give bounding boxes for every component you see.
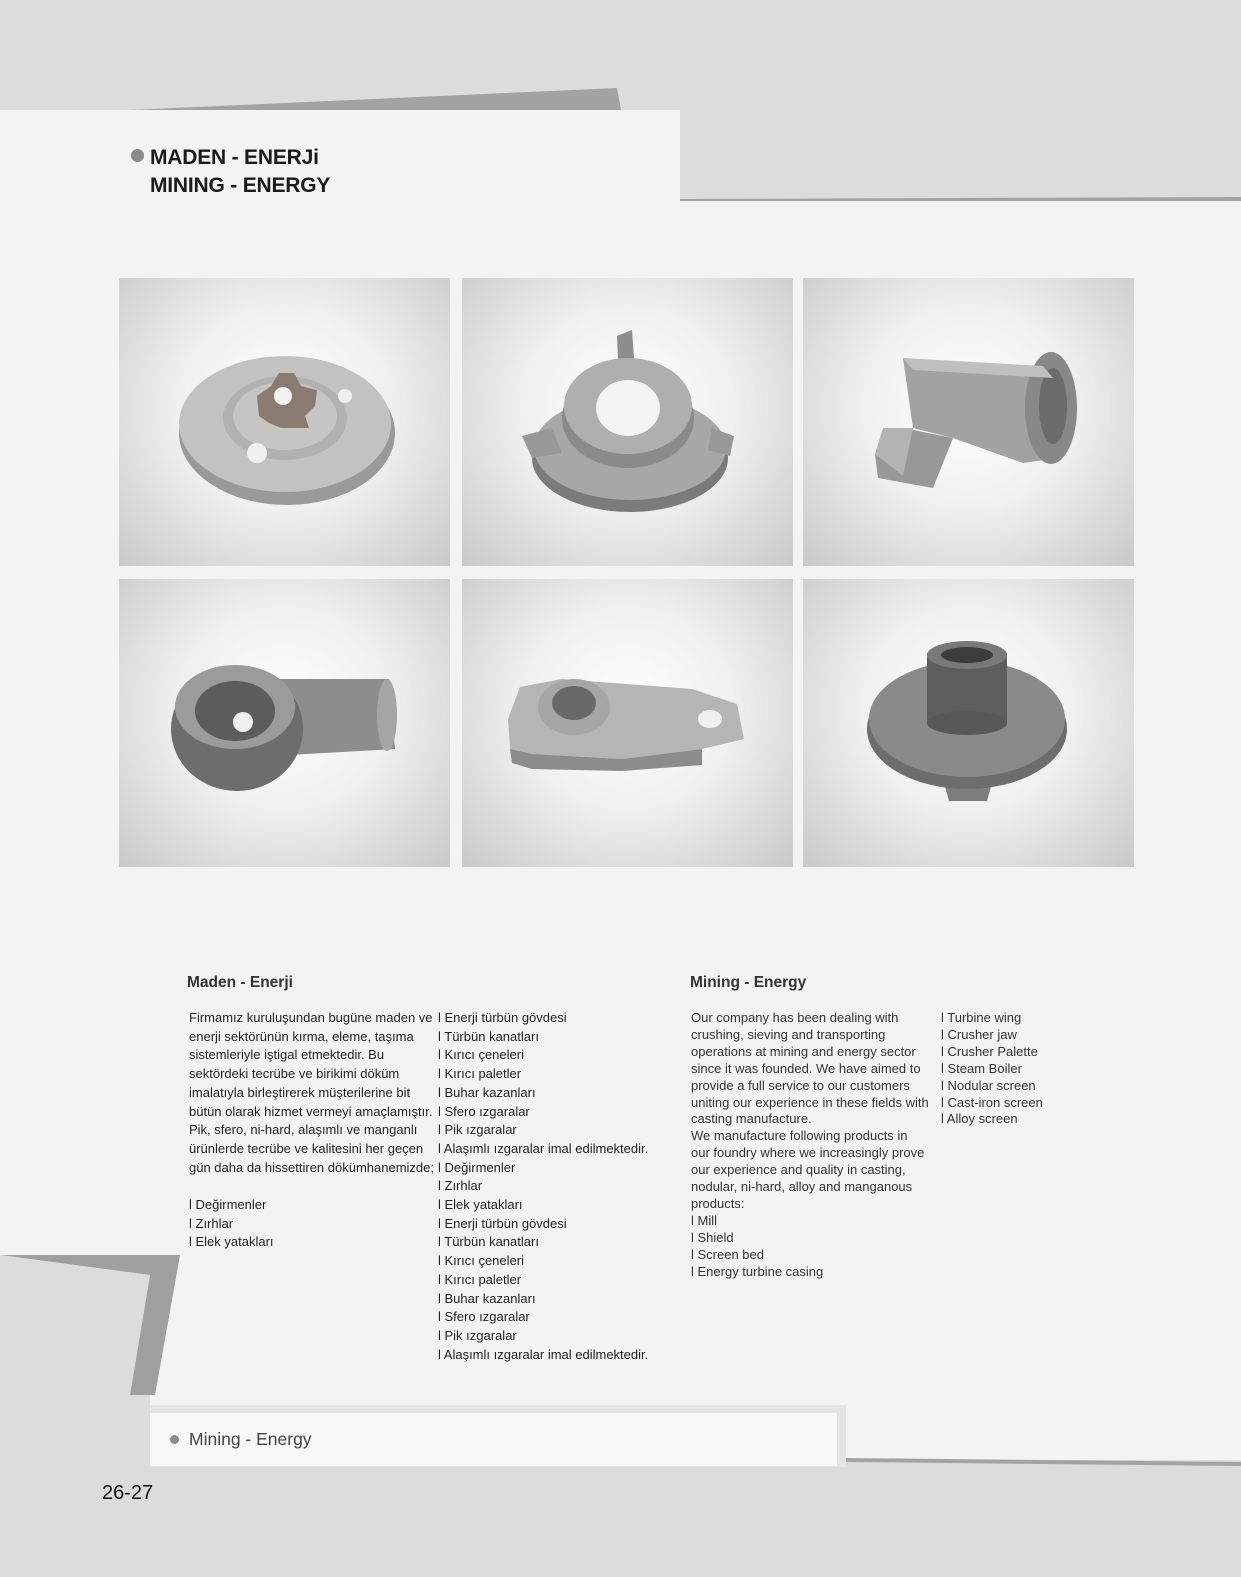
title-en: MINING - ENERGY [150, 174, 331, 197]
list-item: l Kırıcı çeneleri [438, 1047, 524, 1063]
list-item: l Sfero ızgaralar [438, 1309, 530, 1325]
list-item: l Kırıcı paletler [438, 1271, 522, 1287]
list-item: l Değirmenler [189, 1197, 267, 1213]
list-item: l Elek yatakları [189, 1234, 274, 1250]
tr-paragraph-line: gün daha da hissettiren dökümhanemizde; [189, 1159, 434, 1175]
page-number: 26-27 [102, 1482, 154, 1504]
list-item: l Türbün kanatları [438, 1028, 539, 1044]
photo-eye [119, 579, 450, 867]
lever-casting-icon [462, 579, 793, 867]
section-header [131, 144, 331, 200]
list-item: l Cast-iron screen [941, 1094, 1043, 1110]
tr-paragraph-column [189, 1009, 434, 1252]
photo-flange [119, 278, 450, 566]
list-item: l Kırıcı çeneleri [438, 1253, 524, 1269]
en-paragraph-line: Our company has been dealing with [691, 1010, 899, 1025]
bullet-icon [131, 149, 144, 162]
list-item: l Sfero ızgaralar [438, 1103, 530, 1119]
tr-paragraph-line: sistemleriyle iştigal etmektedir. Bu [189, 1047, 385, 1063]
list-item: l Türbün kanatları [438, 1234, 539, 1250]
list-item: l Değirmenler [438, 1159, 516, 1175]
list-item: l Buhar kazanları [438, 1290, 536, 1306]
section-title-tr: Maden - Enerji [187, 974, 293, 991]
en-list-column [941, 1010, 1043, 1128]
en-paragraph-line: crushing, sieving and transporting [691, 1026, 886, 1042]
en-paragraph-line: since it was founded. We have aimed to [691, 1060, 921, 1076]
en-paragraph-line: We manufacture following products in [691, 1128, 908, 1144]
flange-casting-icon [119, 278, 450, 566]
list-item: l Steam Boiler [941, 1060, 1022, 1076]
list-item: l Crusher jaw [941, 1026, 1017, 1042]
list-item: l Alaşımlı ızgaralar imal edilmektedir. [438, 1140, 649, 1156]
hub-casting-icon [803, 579, 1134, 867]
tr-paragraph-line: ürünlerde tecrübe ve kalitesini her geçen [189, 1140, 424, 1156]
elbow-casting-icon [803, 278, 1134, 566]
tr-paragraph-line: Pik, sfero, ni-hard, alaşımlı ve manganlı [189, 1122, 418, 1138]
list-item: l Kırıcı paletler [438, 1066, 522, 1082]
title-tr: MADEN - ENERJi [150, 146, 319, 169]
en-paragraph-line: products: [691, 1195, 745, 1211]
photo-ring [462, 278, 793, 566]
list-item: l Screen bed [691, 1246, 764, 1262]
eye-casting-icon [119, 579, 450, 867]
photo-hub [803, 579, 1134, 867]
bullet-icon [170, 1435, 179, 1444]
tr-paragraph-line: bütün olarak hizmet vermeyi amaçlamıştır. [189, 1103, 433, 1119]
en-paragraph-line: operations at mining and energy sector [691, 1043, 916, 1059]
en-paragraph-line: our experience and quality in casting, [691, 1162, 906, 1178]
list-item: l Alloy screen [941, 1111, 1018, 1127]
tr-list-column [438, 1009, 648, 1364]
photo-elbow [803, 278, 1134, 566]
tr-paragraph-line: enerji sektörünün kırma, eleme, taşıma [189, 1028, 414, 1044]
tr-paragraph-line: imalatıyla birleştirerek müşterilerine bit [189, 1084, 411, 1100]
en-paragraph-line: nodular, ni-hard, alloy and manganous [691, 1179, 913, 1195]
footer-label: Mining - Energy [189, 1429, 312, 1449]
photo-lever [462, 579, 793, 867]
list-item: l Pik ızgaralar [438, 1122, 517, 1138]
en-paragraph-line: provide a full service to our customers [691, 1077, 910, 1093]
list-item: l Crusher Palette [941, 1043, 1038, 1059]
list-item: l Zırhlar [189, 1215, 234, 1231]
list-item: l Zırhlar [438, 1178, 483, 1194]
list-item: l Enerji türbün gövdesi [438, 1010, 567, 1025]
list-item: l Mill [691, 1212, 717, 1228]
list-item: l Enerji türbün gövdesi [438, 1215, 567, 1231]
tr-paragraph-line: Firmamız kuruluşundan bugüne maden ve [189, 1010, 433, 1025]
en-paragraph-line: our foundry where we increasingly prove [691, 1145, 925, 1161]
list-item: l Alaşımlı ızgaralar imal edilmektedir. [438, 1346, 649, 1362]
list-item: l Nodular screen [941, 1077, 1036, 1093]
list-item: l Energy turbine casing [691, 1263, 824, 1279]
en-paragraph-line: casting manufacture. [691, 1111, 812, 1127]
en-paragraph-column [691, 1010, 929, 1281]
list-item: l Pik ızgaralar [438, 1327, 517, 1343]
product-photo-grid [119, 278, 1138, 870]
list-item: l Elek yatakları [438, 1197, 523, 1213]
tr-paragraph-line: sektördeki tecrübe ve birikimi döküm [189, 1066, 400, 1082]
list-item: l Buhar kazanları [438, 1084, 536, 1100]
en-paragraph-line: uniting our experience in these fields with [691, 1094, 929, 1110]
ring-casting-icon [462, 278, 793, 566]
list-item: l Shield [691, 1229, 734, 1245]
section-title-en: Mining - Energy [690, 974, 807, 991]
list-item: l Turbine wing [941, 1010, 1022, 1025]
